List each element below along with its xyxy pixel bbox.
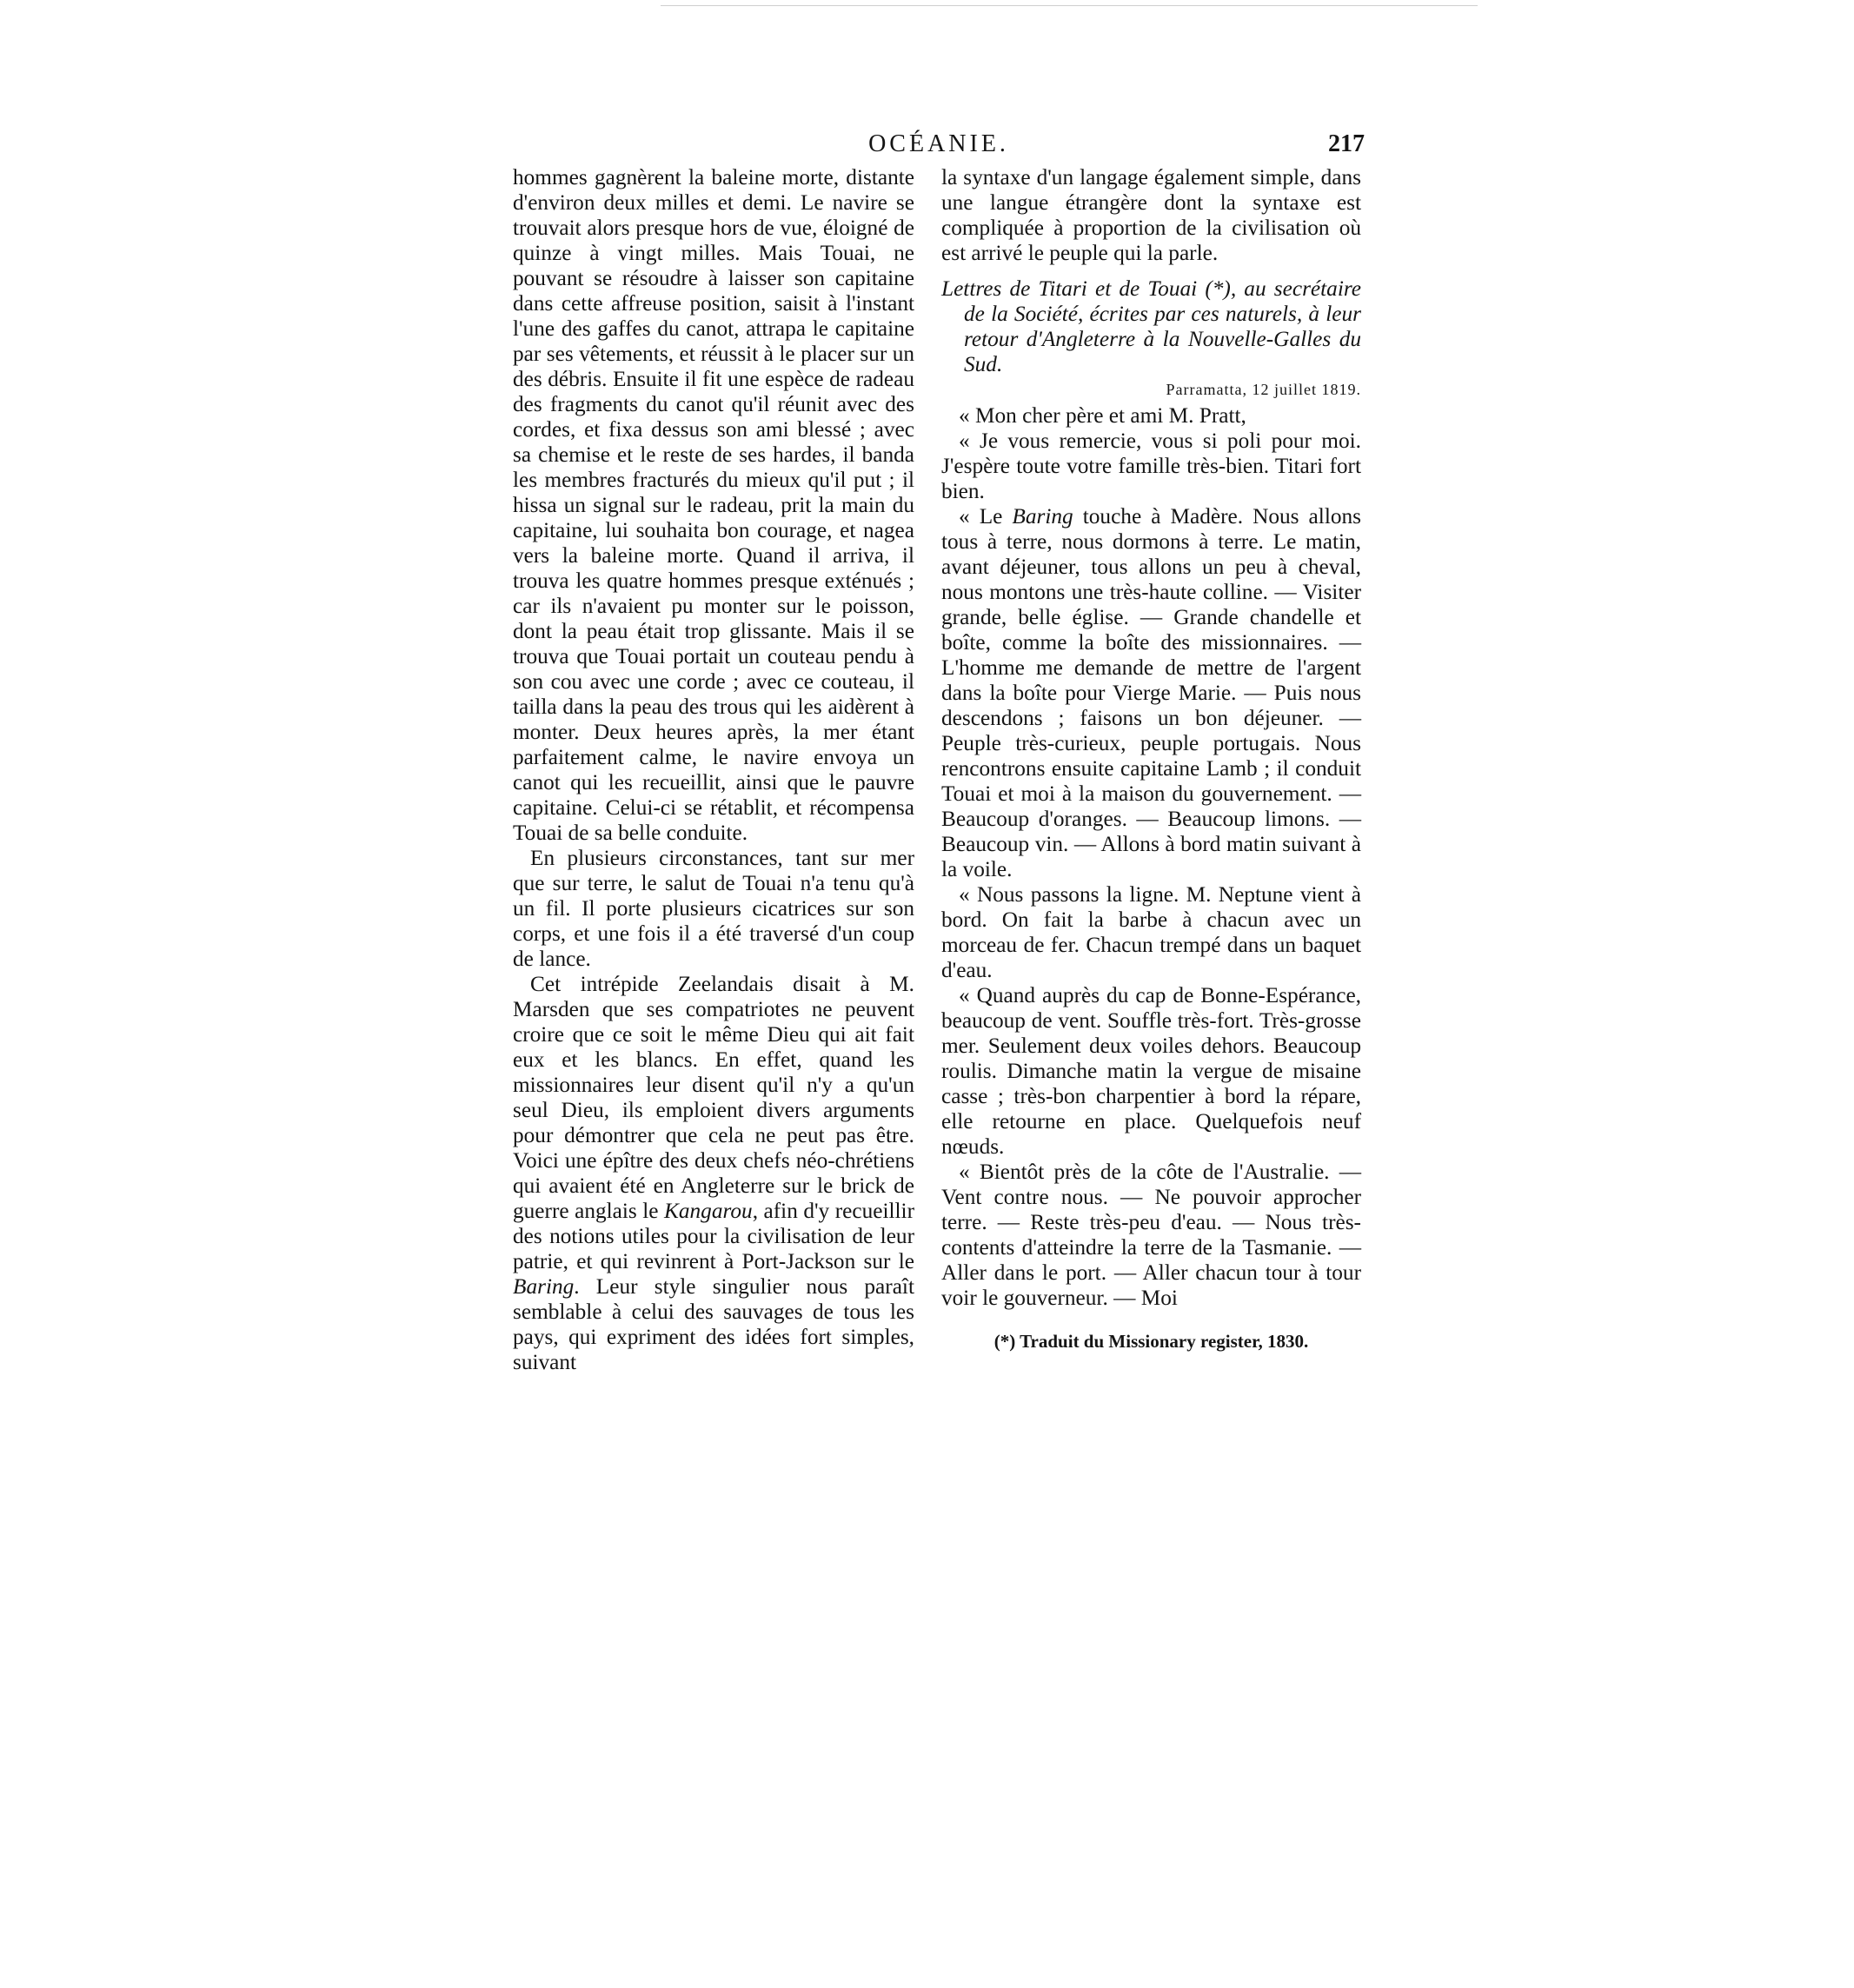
paragraph: hommes gagnèrent la baleine morte, distante d'environ deux milles et demi. Le navire se trouvait alors presque hors de vue, éloigné de quinze à vingt milles. Mais Touai, ne pouvant se résoudre à laisser son capitaine dans cette affreuse position, saisit à l'instant l'une des gaffes du canot, attrapa le capitaine par ses vêtements, et réussit à le placer sur un des débris. Ensuite il fit une espèce de radeau des fragments du canot qu'il réunit avec des cordes, et fixa dessus son ami blessé ; avec sa chemise et le reste de ses hardes, il banda les membres fracturés du mieux qu'il put ; il hissa un signal sur le radeau, prit la main du capitaine, lui souhaita bon courage, et nagea vers la baleine morte. Quand il arriva, il trouva les quatre hommes presque exténués ; car ils n'avaient pu monter sur le poisson, dont la peau était trop glissante. Mais il se trouva que Touai portait un couteau pendu à son cou avec une corde ; avec ce couteau, il tailla dans la peau des trous qui les aidèrent à monter. Deux heures après, la mer étant parfaitement calme, le navire envoya un canot qui les recueillit, ainsi que le pauvre capitaine. Celui-ci se rétablit, et récompensa Touai de sa belle conduite. <box>513 165 914 845</box>
paragraph-text: touche à Madère. Nous allons tous à terre, nous dormons à terre. Le matin, avant déjeuner, tous allons un peu à cheval, nous montons une très-haute colline. — Visiter grande, belle église. — Grande chandelle et boîte, comme la boîte des missionnaires. — L'homme me demande de mettre de l'argent dans la boîte pour Vierge Marie. — Puis nous descendons ; faisons un bon déjeuner. — Peuple très-curieux, peuple portugais. Nous rencontrons ensuite capitaine Lamb ; il conduit Touai et moi à la maison du gouvernement. — Beaucoup d'oranges. — Beaucoup limons. — Beaucoup vin. — Allons à bord matin suivant à la voile. <box>941 504 1361 881</box>
ship-name: Kangarou <box>664 1199 753 1223</box>
running-title: OCÉANIE. <box>868 130 1009 157</box>
ship-name: Baring <box>513 1274 575 1299</box>
right-column <box>941 165 1361 1353</box>
paragraph-text: . Leur style singulier nous paraît semblable à celui des sauvages de tous les pays, qui expriment des idées fort simples, suivant <box>513 1274 914 1374</box>
paragraph: la syntaxe d'un langage également simple, dans une langue étrangère dont la syntaxe est compliquée à proportion de la civilisation où est arrivé le peuple qui la parle. <box>941 165 1361 265</box>
left-column <box>513 165 914 1375</box>
section-heading: Lettres de Titari et de Touai (*), au secrétaire de la Société, écrites par ces naturels, à leur retour d'Angleterre à la Nouvelle-Galles du Sud. <box>941 276 1361 376</box>
paragraph <box>513 972 914 1375</box>
paragraph: « Je vous remercie, vous si poli pour moi. J'espère toute votre famille très-bien. Titari fort bien. <box>941 429 1361 503</box>
paragraph: « Quand auprès du cap de Bonne-Espérance, beaucoup de vent. Souffle très-fort. Très-grosse mer. Seulement deux voiles dehors. Beaucoup roulis. Dimanche matin la vergue de misaine casse ; très-bon charpentier à bord la répare, elle retourne en place. Quelquefois neuf nœuds. <box>941 983 1361 1159</box>
ship-name: Baring <box>1012 504 1073 529</box>
salutation: « Mon cher père et ami M. Pratt, <box>959 403 1246 428</box>
paragraph: « Bientôt près de la côte de l'Australie. — Vent contre nous. — Ne pouvoir approcher terre. — Reste très-peu d'eau. — Nous très-contents d'atteindre la terre de la Tasmanie. — Aller dans le port. — Aller chacun tour à tour voir le gouverneur. — Moi <box>941 1160 1361 1310</box>
paragraph: En plusieurs circonstances, tant sur mer que sur terre, le salut de Touai n'a tenu qu'à un fil. Il porte plusieurs cicatrices sur son corps, et une fois il a été traversé d'un coup de lance. <box>513 846 914 971</box>
scan-artifact-top <box>661 5 1478 6</box>
paragraph-text: , afin d'y recueillir des notions utiles pour la civilisation de leur patrie, et qui revinrent à Port-Jackson sur le <box>513 1199 914 1273</box>
paragraph-text: Cet intrépide Zeelandais disait à M. Marsden que ses compatriotes ne peuvent croire que ce soit le même Dieu qui ait fait eux et les blancs. En effet, quand les missionnaires leur disent qu'il n'y a qu'un seul Dieu, ils emploient divers arguments pour démontrer que cela ne peut pas être. Voici une épître des deux chefs néo-chrétiens qui avaient été en Angleterre sur le brick de guerre anglais le <box>513 972 914 1223</box>
paragraph-text: « Le <box>959 504 1013 529</box>
page-number: 217 <box>1328 130 1365 157</box>
page-header <box>513 129 1365 163</box>
footnote: (*) Traduit du Missionary register, 1830. <box>993 1331 1309 1352</box>
dateline: Parramatta, 12 juillet 1819. <box>1166 381 1361 398</box>
paragraph <box>941 504 1361 882</box>
paragraph: « Nous passons la ligne. M. Neptune vient à bord. On fait la barbe à chacun avec un morceau de fer. Chacun trempé dans un baquet d'eau. <box>941 882 1361 982</box>
